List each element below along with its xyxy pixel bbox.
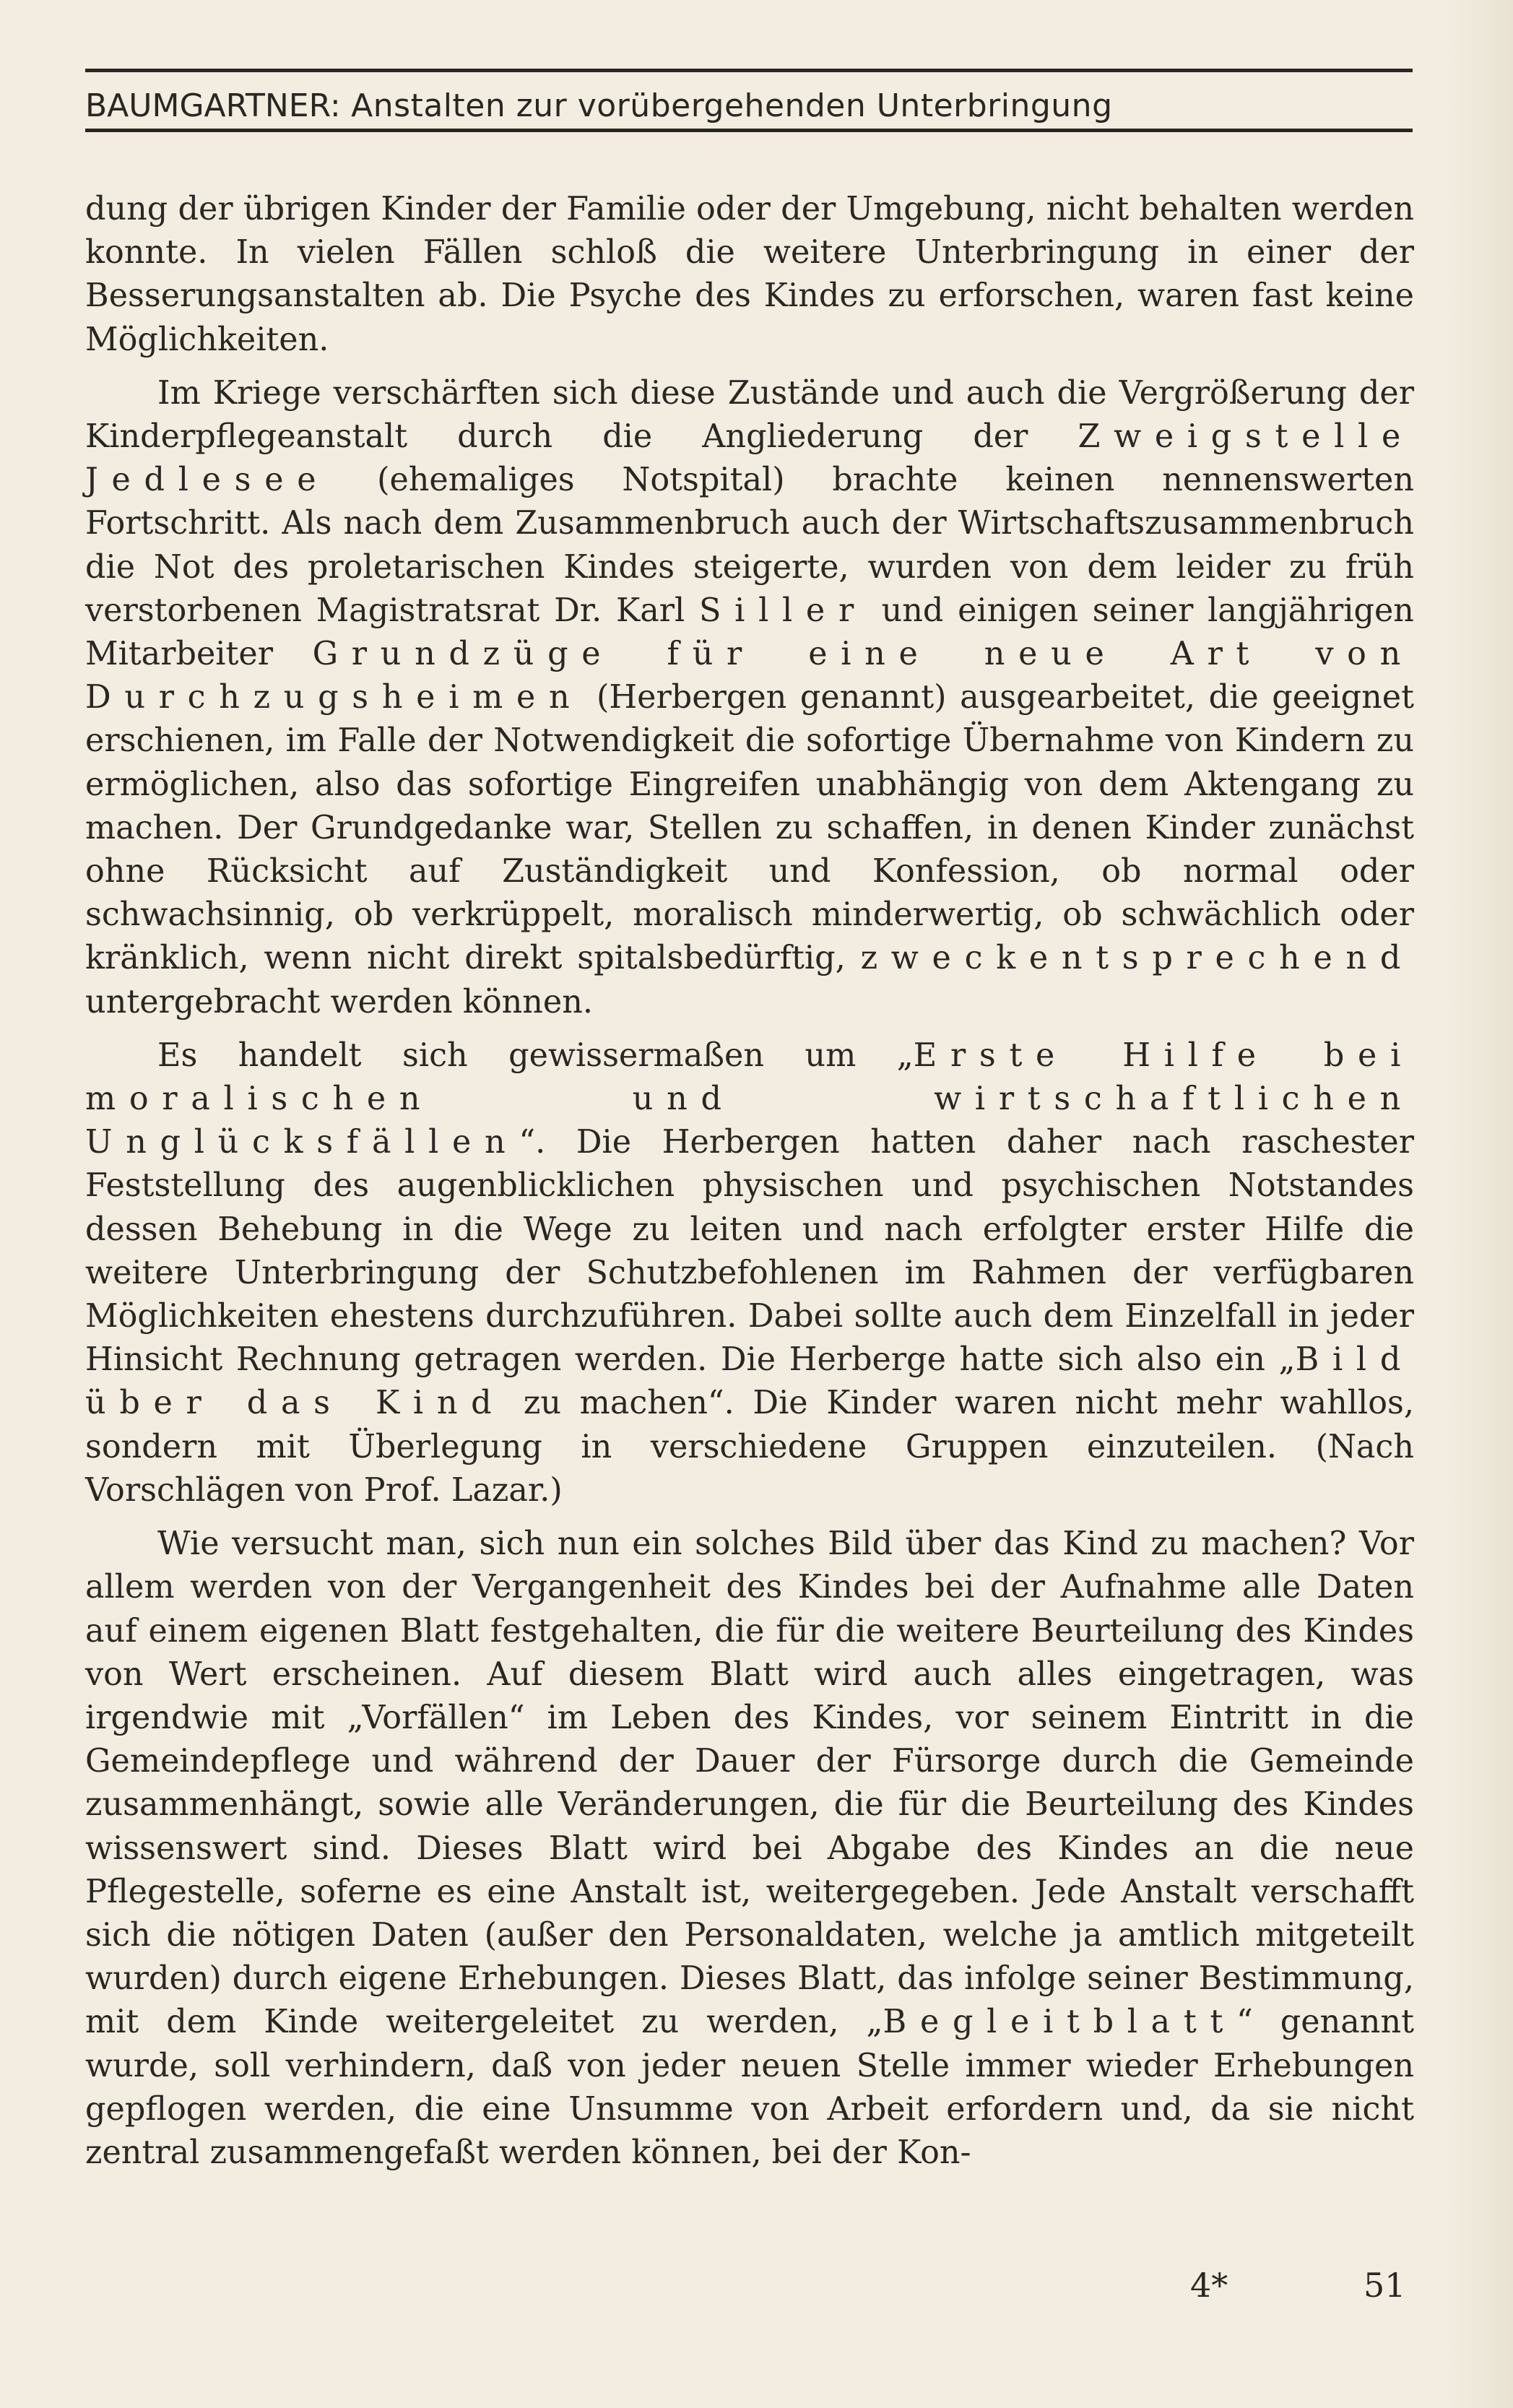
p2-spaced-zweigstelle: Zweigstelle Jedlesee	[85, 418, 1414, 499]
p2-text-d: (Herbergen genannt) ausgearbeitet, die geeignet erschienen, im Falle der Notwendigkeit die sofortige Übernahme von Kindern zu ermöglichen, also das sofortige Eingreifen unabhängig von dem Aktengang zu machen. Der Grundgedanke war, Stellen zu schaffen, in denen Kinder zunächst ohne Rücksicht auf Zuständigkeit und Konfession, ob normal oder schwachsinnig, ob verkrüppelt, moralisch minderwertig, ob schwächlich oder kränklich, wenn nicht direkt spitalsbedürftig,	[85, 679, 1414, 977]
p3-spaced-erste-hilfe: Erste Hilfe bei moralischen und wirtschaftlichen Unglücksfällen	[85, 1036, 1414, 1161]
p4-spaced-begleitblatt: Begleitblatt	[883, 2004, 1237, 2041]
header-title: Anstalten zur vorübergehenden Unterbringung	[351, 87, 1113, 124]
header-rule-bottom	[85, 129, 1413, 132]
p2-spaced-grundzuege: Grundzüge für eine neue Art von Durchzugsheimen	[85, 636, 1414, 716]
p3-spaced-bild-ueber-das-kind: Bild über das Kind	[85, 1341, 1414, 1422]
paragraph-4	[85, 1523, 1414, 2175]
p2-text-b: (ehemaliges Notspital) brachte keinen nennenswerten Fortschritt. Als nach dem Zusammenbruch auch der Wirtschaftszusammenbruch die Not des proletarischen Kindes steigerte, wurden von dem leider zu früh verstorbenen Magistratsrat Dr. Karl	[85, 462, 1414, 629]
p2-spaced-zweckentsprechend: zweckentsprechend	[860, 940, 1414, 977]
p4-text-a: Wie versucht man, sich nun ein solches Bild über das Kind zu machen? Vor allem werden von der Vergangenheit des Kindes bei der Aufnahme alle Daten auf einem eigenen Blatt festgehalten, die für die weitere Beurteilung des Kindes von Wert erscheinen. Auf diesem Blatt wird auch alles eingetragen, was irgendwie mit „Vorfällen“ im Leben des Kindes, vor seinem Eintritt in die Gemeindepflege und während der Dauer der Fürsorge durch die Gemeinde zusammenhängt, sowie alle Veränderungen, die für die Beurteilung des Kindes wissenswert sind. Dieses Blatt wird bei Abgabe des Kindes an die neue Pflegestelle, soferne es eine Anstalt ist, weitergegeben. Jede Anstalt verschafft sich die nötigen Daten (außer den Personaldaten, welche ja amtlich mitgeteilt wurden) durch eigene Erhebungen. Dieses Blatt, das infolge seiner Bestimmung, mit dem Kinde weitergeleitet zu werden, „	[85, 1525, 1414, 2041]
p2-text-e: untergebracht werden können.	[85, 983, 594, 1021]
p3-text-a: Es handelt sich gewissermaßen um „	[157, 1036, 914, 1074]
p3-text-b: “. Die Herbergen hatten daher nach raschester Feststellung des augenblicklichen physischen und psychischen Notstandes dessen Behebung in die Wege zu leiten und nach erfolgter erster Hilfe die weitere Unterbringung der Schutzbefohlenen im Rahmen der verfügbaren Möglichkeiten ehestens durchzuführen. Dabei sollte auch dem Einzelfall in jeder Hinsicht Rechnung getragen werden. Die Herberge hatte sich also ein „	[85, 1124, 1414, 1379]
header-text	[85, 86, 1113, 126]
p4-text-b: “ genannt wurde, soll verhindern, daß von jeder neuen Stelle immer wieder Erhebungen gepflogen werden, die eine Unsumme von Arbeit erfordern und, da sie nicht zentral zusammengefaßt werden können, bei der Kon-	[85, 2004, 1414, 2171]
header-rule-top	[85, 69, 1413, 72]
running-header	[85, 69, 1413, 134]
p2-text-c: und einigen seiner langjährigen Mitarbeiter	[85, 592, 1414, 673]
page-footer	[0, 2264, 1513, 2307]
p3-text-c: zu machen“. Die Kinder waren nicht mehr wahllos, sondern mit Überlegung in verschiedene Gruppen einzuteilen. (Nach Vorschlägen von Prof. Lazar.)	[85, 1385, 1414, 1509]
paragraph-2	[85, 372, 1414, 1024]
body-text	[85, 188, 1414, 2185]
page-edge-shadow	[1448, 0, 1513, 2408]
paragraph-1: dung der übrigen Kinder der Familie oder der Umgebung, nicht behalten werden konnte. In vielen Fällen schloß die weitere Unterbringung in einer der Besserungsanstalten ab. Die Psyche des Kindes zu erforschen, waren fast keine Möglichkeiten.	[85, 191, 1414, 358]
page-number: 51	[1364, 2266, 1406, 2305]
signature-mark: 4*	[1190, 2266, 1228, 2305]
header-author: BAUMGARTNER:	[85, 87, 341, 124]
p2-text-a: Im Kriege verschärften sich diese Zustände und auch die Vergrößerung der Kinderpflegeanstalt durch die Angliederung der	[85, 374, 1414, 456]
p2-spaced-siller: Siller	[698, 592, 867, 629]
paragraph-3	[85, 1034, 1414, 1512]
